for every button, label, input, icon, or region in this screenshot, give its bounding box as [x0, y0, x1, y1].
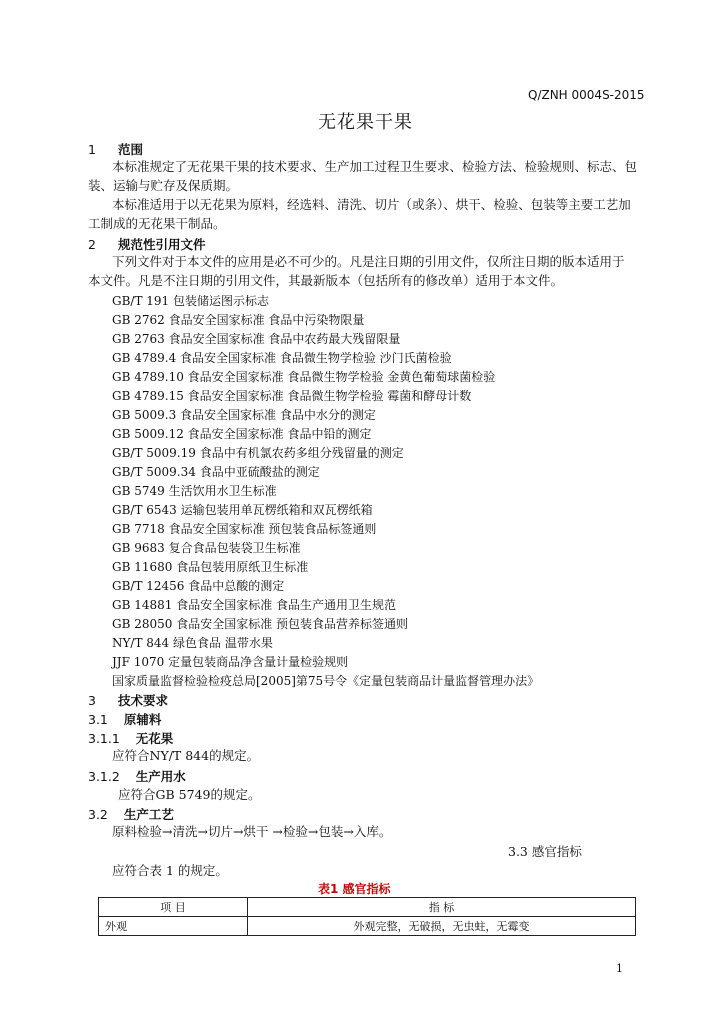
reference-item: GB 14881 食品安全国家标准 食品生产通用卫生规范 [112, 598, 397, 612]
table-header-cell: 项 目 [99, 898, 248, 917]
reference-item: GB/T 12456 食品中总酸的测定 [112, 579, 285, 593]
section-3-1-1-heading [88, 729, 173, 747]
paragraph-line: 工制成的无花果干制品。 [88, 216, 226, 231]
table-cell: 外观完整，无破损，无虫蛀，无霉变 [248, 917, 636, 936]
reference-item: GB 5009.12 食品安全国家标准 食品中铅的测定 [112, 427, 372, 441]
reference-item: GB 2763 食品安全国家标准 食品中农药最大残留限量 [112, 332, 401, 346]
paragraph-line: 应符合NY/T 844的规定。 [112, 748, 260, 763]
table-header-cell: 指 标 [248, 898, 636, 917]
section-number: 1 [88, 142, 96, 157]
reference-item: GB 11680 食品包装用原纸卫生标准 [112, 560, 309, 574]
section-number: 2 [88, 237, 96, 252]
section-title: 技术要求 [117, 693, 168, 708]
standard-code: Q/ZNH 0004S-2015 [528, 88, 645, 102]
section-title: 范围 [117, 142, 143, 157]
reference-item: 国家质量监督检验检疫总局[2005]第75号令《定量包装商品计量监督管理办法》 [112, 674, 540, 688]
reference-item: GB 2762 食品安全国家标准 食品中污染物限量 [112, 313, 365, 327]
reference-item: GB/T 191 包装储运图示标志 [112, 294, 269, 308]
paragraph-line: 应符合GB 5749的规定。 [118, 787, 261, 802]
section-title: 无花果 [135, 731, 174, 746]
reference-item: GB 7718 食品安全国家标准 预包装食品标签通则 [112, 522, 377, 536]
table-row [99, 917, 636, 936]
section-number: 3.1.2 [88, 769, 120, 784]
paragraph-line: 下列文件对于本文件的应用是必不可少的。凡是注日期的引用文件，仅所注日期的版本适用于 [112, 254, 625, 269]
section-3-1-2-heading [88, 767, 186, 785]
paragraph-line: 本标准适用于以无花果为原料，经选料、清洗、切片（或条）、烘干、检验、包装等主要工艺加 [112, 197, 631, 212]
section-3-heading [88, 691, 168, 709]
section-1-heading [88, 140, 143, 158]
section-title: 规范性引用文件 [117, 237, 206, 252]
section-number: 3.1 [88, 712, 108, 727]
paragraph-line: 本标准规定了无花果干果的技术要求、生产加工过程卫生要求、检验方法、检验规则、标志、包 [112, 159, 638, 174]
section-3-1-heading [88, 710, 161, 728]
table-cell: 外观 [99, 917, 248, 936]
section-title: 原辅料 [123, 712, 162, 727]
reference-item: GB/T 5009.34 食品中亚硫酸盐的测定 [112, 465, 320, 479]
reference-item: GB/T 5009.19 食品中有机氯农药多组分残留量的测定 [112, 446, 404, 460]
section-title: 生产工艺 [123, 807, 174, 822]
table-header-row [99, 898, 636, 917]
paragraph-line: 本文件。凡是不注日期的引用文件，其最新版本（包括所有的修改单）适用于本文件。 [88, 273, 564, 288]
sensory-index-table [98, 897, 636, 936]
section-2-heading [88, 235, 205, 253]
reference-item: NY/T 844 绿色食品 温带水果 [112, 636, 273, 650]
reference-item: GB 4789.4 食品安全国家标准 食品微生物学检验 沙门氏菌检验 [112, 351, 452, 365]
section-title: 生产用水 [135, 769, 186, 784]
paragraph-line: 原料检验→清洗→切片→烘干 →检验→包装→入库。 [112, 824, 392, 839]
reference-item: GB 4789.10 食品安全国家标准 食品微生物学检验 金黄色葡萄球菌检验 [112, 370, 496, 384]
reference-item: GB/T 6543 运输包装用单瓦楞纸箱和双瓦楞纸箱 [112, 503, 373, 517]
reference-item: GB 9683 复合食品包装袋卫生标准 [112, 541, 301, 555]
section-number: 3 [88, 693, 96, 708]
page-number: 1 [616, 962, 623, 975]
paragraph-line: 装、运输与贮存及保质期。 [88, 178, 239, 193]
section-number: 3.1.1 [88, 731, 120, 746]
reference-item: JJF 1070 定量包装商品净含量计量检验规则 [112, 655, 349, 669]
reference-item: GB 28050 食品安全国家标准 预包装食品营养标签通则 [112, 617, 409, 631]
reference-item: GB 5009.3 食品安全国家标准 食品中水分的测定 [112, 408, 376, 422]
paragraph-line: 应符合表 1 的规定。 [112, 863, 228, 878]
page-title: 无花果干果 [318, 112, 413, 133]
reference-item: GB 5749 生活饮用水卫生标准 [112, 484, 277, 498]
section-3-3-heading: 3.3 感官指标 [508, 844, 582, 859]
table-caption: 表1 感官指标 [318, 882, 391, 896]
section-number: 3.2 [88, 807, 108, 822]
reference-item: GB 4789.15 食品安全国家标准 食品微生物学检验 霉菌和酵母计数 [112, 389, 472, 403]
section-3-2-heading [88, 805, 174, 823]
